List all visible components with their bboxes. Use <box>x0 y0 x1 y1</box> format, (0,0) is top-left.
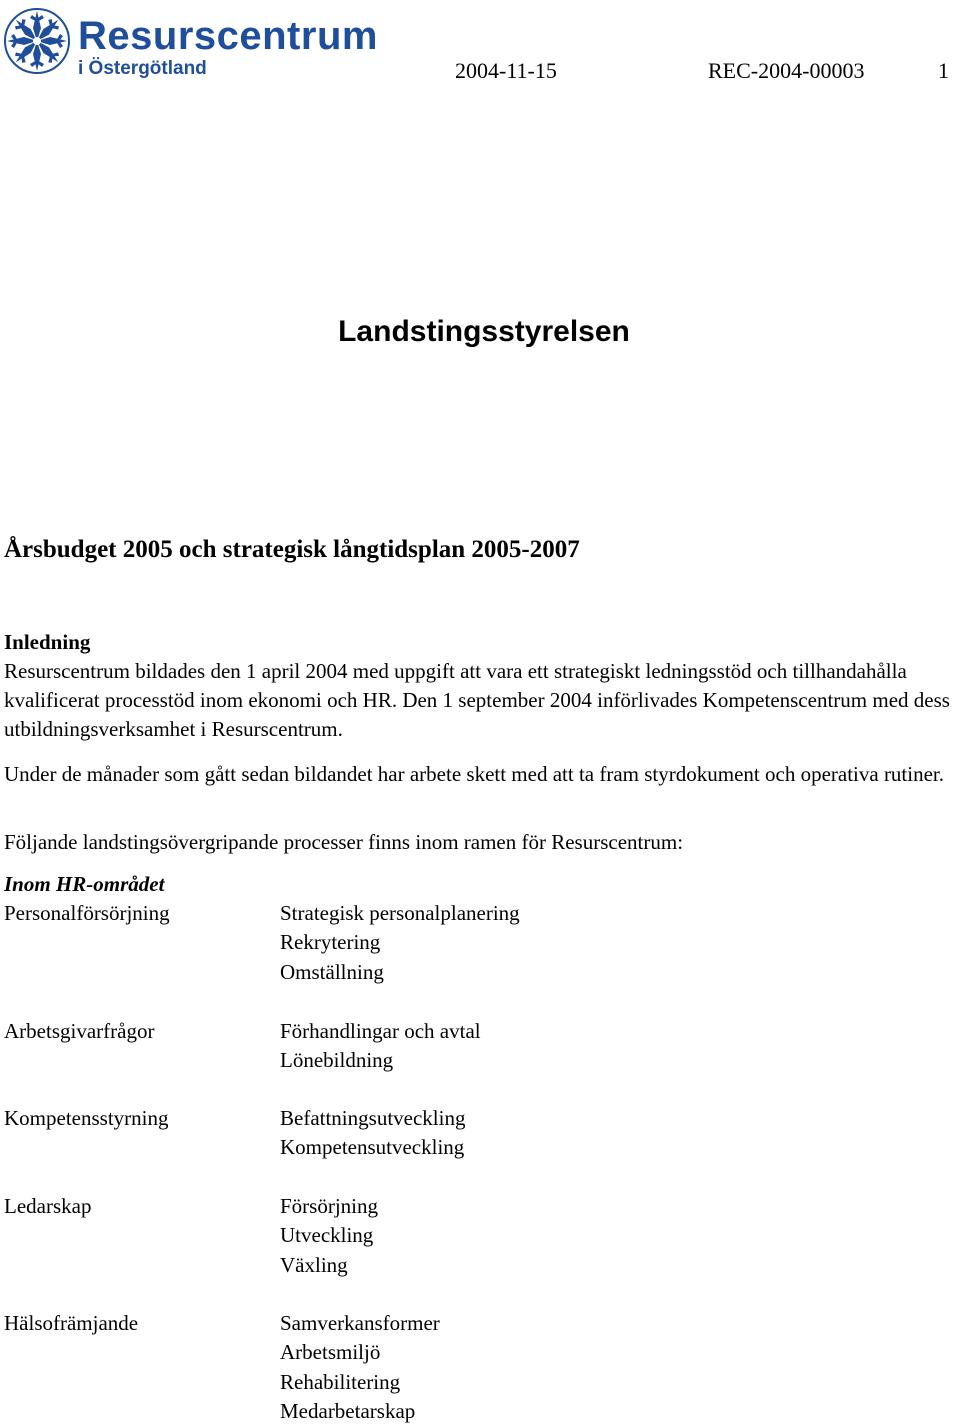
process-name: Kompetensstyrning <box>4 1106 169 1130</box>
organization-logo <box>2 2 382 88</box>
subprocess-list <box>280 1309 440 1426</box>
hr-section-heading: Inom HR-området <box>4 872 165 896</box>
logo-subtitle: i Östergötland <box>78 58 207 79</box>
process-name: Arbetsgivarfrågor <box>4 1019 155 1043</box>
subprocess-item: Befattningsutveckling <box>280 1106 466 1130</box>
subprocess-item: Omställning <box>280 959 384 984</box>
subprocess-list <box>280 899 520 987</box>
subprocess-item: Medarbetarskap <box>280 1398 416 1423</box>
subprocess-list <box>280 1192 378 1280</box>
subprocess-list <box>280 1104 465 1163</box>
document-title: Årsbudget 2005 och strategisk långtidsplan 2005-2007 <box>4 536 580 563</box>
page-number: 1 <box>938 58 949 83</box>
subprocess-item: Rehabilitering <box>280 1369 401 1394</box>
subprocess-item: Växling <box>280 1252 348 1277</box>
subprocess-item: Lönebildning <box>280 1048 394 1073</box>
subprocess-item: Arbetsmiljö <box>280 1340 381 1365</box>
subprocess-item: Förhandlingar och avtal <box>280 1019 481 1043</box>
process-name: Personalförsörjning <box>4 901 170 925</box>
subprocess-item: Kompetensutveckling <box>280 1135 465 1160</box>
subprocess-item: Samverkansformer <box>280 1311 440 1335</box>
intro-paragraph-1: Resurscentrum bildades den 1 april 2004 med uppgift att vara ett strategiskt ledningsstöd och tillhandahålla kvalificerat processtöd inom ekonomi och HR. Den 1 september 2004 införlivades Kompetenscentrum med dess utbildningsverksamhet i Resurscentrum. <box>4 659 950 741</box>
process-name: Hälsofrämjande <box>4 1311 139 1335</box>
subprocess-item: Rekrytering <box>280 930 381 955</box>
intro-paragraph-2: Under de månader som gått sedan bildandet har arbete skett med att ta fram styrdokument och operativa rutiner. <box>4 762 945 786</box>
subprocess-list <box>280 1017 481 1076</box>
process-name: Ledarskap <box>4 1194 92 1218</box>
intro-section <box>4 628 960 744</box>
document-date: 2004-11-15 <box>455 58 557 83</box>
subprocess-item: Utveckling <box>280 1223 374 1248</box>
subprocess-item: Strategisk personalplanering <box>280 901 520 925</box>
snowflake-emblem-icon <box>2 6 72 76</box>
intro-heading: Inledning <box>4 630 91 654</box>
document-reference: REC-2004-00003 <box>708 58 865 83</box>
subprocess-item: Försörjning <box>280 1194 379 1218</box>
logo-name: Resurscentrum <box>78 14 378 58</box>
recipient-heading: Landstingsstyrelsen <box>338 315 630 348</box>
intro-paragraph-3: Följande landstingsövergripande processer finns inom ramen för Resurscentrum: <box>4 830 684 854</box>
